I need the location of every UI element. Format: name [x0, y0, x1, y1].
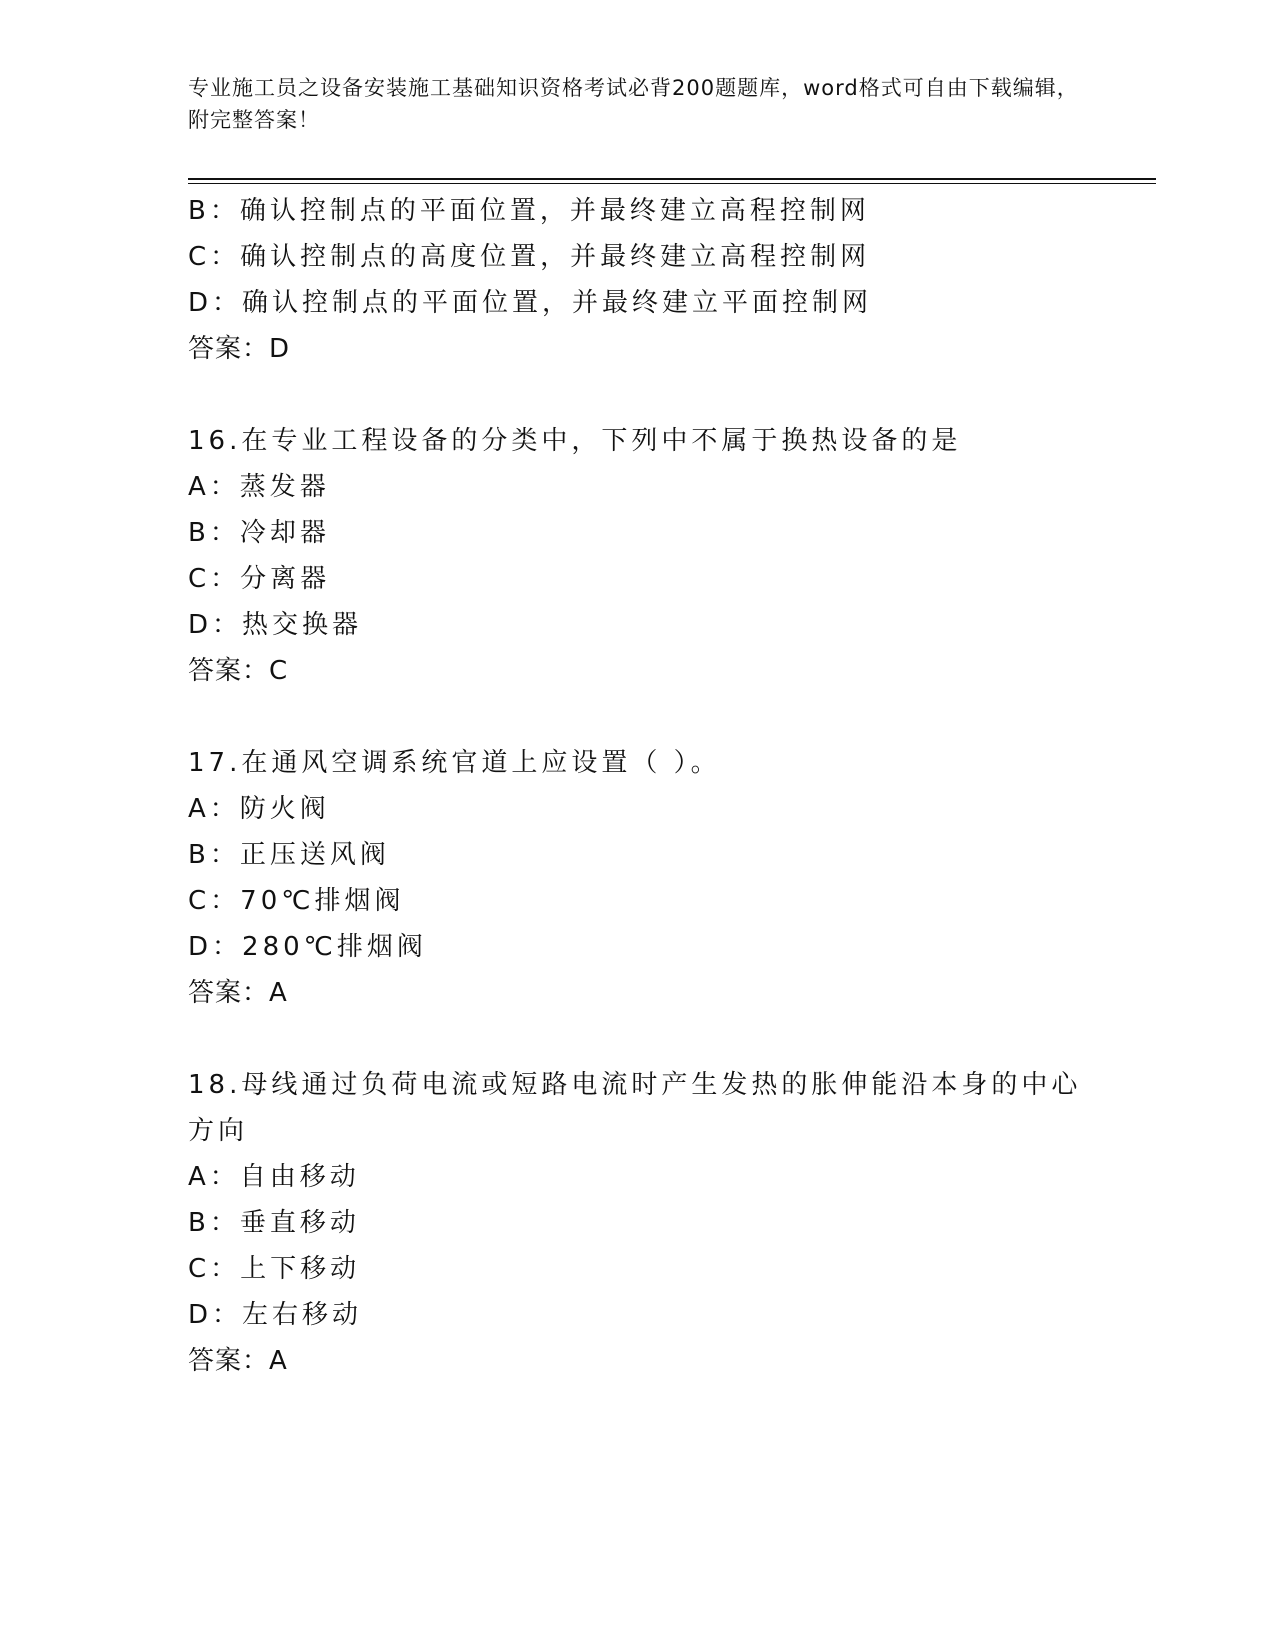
- spacer: [188, 694, 1088, 740]
- option-a: A：防火阀: [188, 794, 330, 824]
- header-divider-thick: [188, 178, 1156, 180]
- question-text: 16.在专业工程设备的分类中，下列中不属于换热设备的是: [188, 426, 962, 456]
- option-b: B：冷却器: [188, 518, 330, 548]
- option-b: B：垂直移动: [188, 1208, 360, 1238]
- answer-line: 答案：A: [188, 1346, 288, 1376]
- question-block-16: [188, 418, 1088, 694]
- question-text: 17.在通风空调系统官道上应设置（ ）。: [188, 748, 721, 778]
- option-c: C：分离器: [188, 564, 331, 594]
- option-d: D：确认控制点的平面位置，并最终建立平面控制网: [188, 288, 873, 318]
- header-title: 专业施工员之设备安装施工基础知识资格考试必背200题题库，word格式可自由下载编辑，附完整答案！: [188, 76, 1079, 132]
- spacer: [188, 1016, 1088, 1062]
- question-list: [188, 188, 1088, 1384]
- question-block-18: [188, 1062, 1088, 1384]
- answer-line: 答案：D: [188, 334, 291, 364]
- spacer: [188, 372, 1088, 418]
- option-d: D：热交换器: [188, 610, 363, 640]
- answer-line: 答案：C: [188, 656, 289, 686]
- question-block-17: [188, 740, 1088, 1016]
- document-header: [188, 72, 1088, 136]
- option-a: A：自由移动: [188, 1162, 360, 1192]
- option-d: D：左右移动: [188, 1300, 363, 1330]
- header-divider-thin: [188, 183, 1156, 184]
- option-b: B：确认控制点的平面位置，并最终建立高程控制网: [188, 196, 870, 226]
- answer-line: 答案：A: [188, 978, 288, 1008]
- question-block-15-continued: [188, 188, 1088, 372]
- option-b: B：正压送风阀: [188, 840, 390, 870]
- option-c: C：上下移动: [188, 1254, 361, 1284]
- option-c: C：70℃排烟阀: [188, 886, 405, 916]
- question-text: 18.母线通过负荷电流或短路电流时产生发热的胀伸能沿本身的中心方向: [188, 1070, 1082, 1146]
- option-c: C：确认控制点的高度位置，并最终建立高程控制网: [188, 242, 871, 272]
- option-d: D：280℃排烟阀: [188, 932, 427, 962]
- option-a: A：蒸发器: [188, 472, 330, 502]
